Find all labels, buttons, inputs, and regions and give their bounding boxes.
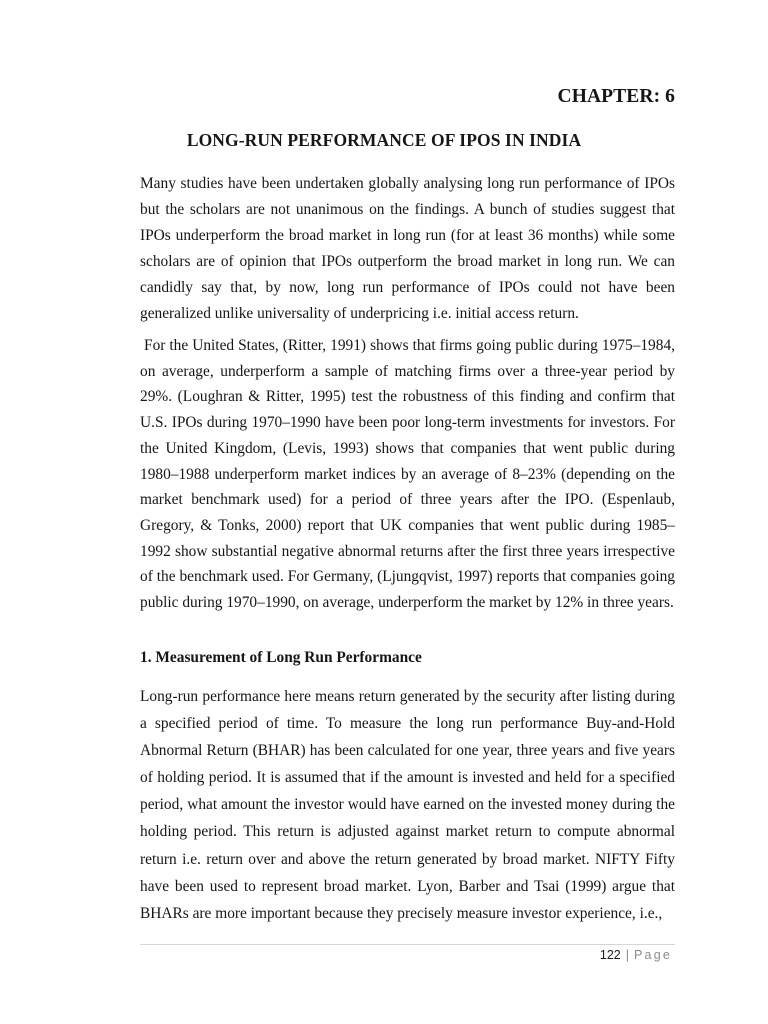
chapter-title: LONG-RUN PERFORMANCE OF IPOS IN INDIA	[186, 130, 582, 150]
paragraph-measurement	[140, 683, 675, 927]
paragraph-intro	[140, 171, 675, 327]
section-heading: 1. Measurement of Long Run Performance	[140, 649, 422, 666]
paragraph-text: Long-run performance here means return generated by the security after listing during a specified period of time. To measure the long run performance Buy-and-Hold Abnormal Return (BHAR) has been calculated for one year, three years and five years of holding period. It is assumed that if the amount is invested and held for a specified period, what amount the investor would have earned on the invested money during the holding period. This return is adjusted against market return to compute abnormal return i.e. return over and above the return generated by broad market. NIFTY Fifty have been used to represent broad market. Lyon, Barber and Tsai (1999) argue that BHARs are more important because they precisely measure investor experience, i.e.,	[140, 688, 675, 922]
paragraph-text: For the United States, (Ritter, 1991) shows that firms going public during 1975–1984, on average, underperform a sample of matching firms over a three-year period by 29%. (Loughran & Ritter, 1995) test the robustness of this finding and confirm that U.S. IPOs during 1970–1990 have been poor long-term investments for investors. For the United Kingdom, (Levis, 1993) shows that companies that went public during 1980–1988 underperform market indices by an average of 8–23% (depending on the market benchmark used) for a period of three years after the IPO. (Espenlaub, Gregory, & Tonks, 2000) report that UK companies that went public during 1985–1992 show substantial negative abnormal returns after the first three years irrespective of the benchmark used. For Germany, (Ljungqvist, 1997) reports that companies going public during 1970–1990, on average, underperform the market by 12% in three years.	[140, 337, 679, 612]
footer-separator: |	[625, 948, 629, 962]
page-footer	[600, 948, 672, 962]
page-number: 122	[599, 948, 621, 962]
paragraph-international-evidence	[140, 333, 679, 616]
chapter-label: CHAPTER: 6	[557, 86, 675, 107]
paragraph-text: Many studies have been undertaken globally analysing long run performance of IPOs but the scholars are not unanimous on the findings. A bunch of studies suggest that IPOs underperform the broad market in long run (for at least 36 months) while some scholars are of opinion that IPOs outperform the broad market in long run. We can candidly say that, by now, long run performance of IPOs could not have been generalized unlike universality of underpricing i.e. initial access return.	[140, 175, 675, 322]
page-label: Page	[634, 948, 672, 962]
footer-divider	[140, 944, 675, 945]
